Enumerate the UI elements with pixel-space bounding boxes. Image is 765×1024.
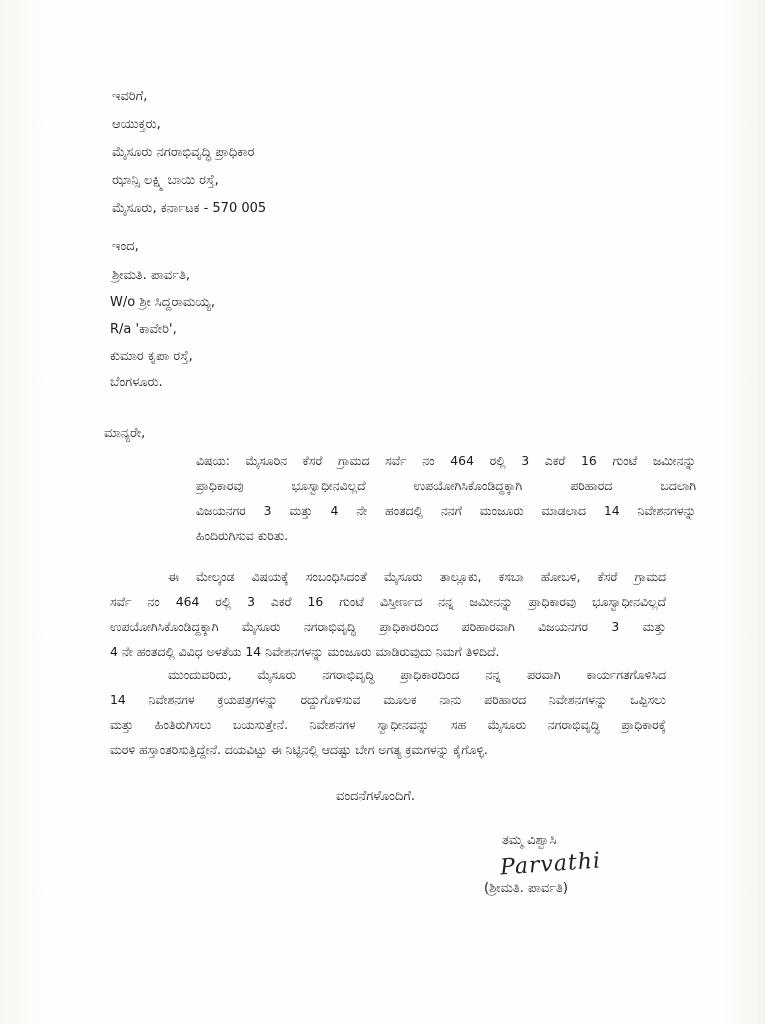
sender-residence: R/a 'ಕಾವೇರಿ', <box>110 322 177 337</box>
body-line: ಮುಂದುವರಿದು, ಮೈಸೂರು ನಗರಾಭಿವೃದ್ಧಿ ಪ್ರಾಧಿಕಾರದಿಂದ ನನ್ನ ಪರವಾಗಿ ಕಾರ್ಯಗತಗೊಳಿಸಿದ <box>168 667 666 682</box>
subject-line: ವಿಷಯ: ಮೈಸೂರಿನ ಕೆಸರೆ ಗ್ರಾಮದ ಸರ್ವೆ ನಂ 464 ರಲ್ಲಿ 3 ಎಕರೆ 16 ಗುಂಟೆ ಜಮೀನನ್ನು <box>196 453 696 468</box>
closing: ವಂದನೆಗಳೊಂದಿಗೆ. <box>336 789 415 804</box>
recipient-designation: ಆಯುಕ್ತರು, <box>112 117 161 132</box>
body-line: 14 ನಿವೇಶನಗಳ ಕ್ರಯಪತ್ರಗಳನ್ನು ರದ್ದುಗೊಳಿಸುವ ಮೂಲಕ ನಾನು ಪರಿಹಾರದ ನಿವೇಶನಗಳನ್ನು ಒಪ್ಪಿಸಲು <box>110 692 666 707</box>
body-line: ಉಪಯೋಗಿಸಿಕೊಂಡಿದ್ದಕ್ಕಾಗಿ ಮೈಸೂರು ನಗರಾಭಿವೃದ್ಧಿ ಪ್ರಾಧಿಕಾರದಿಂದ ಪರಿಹಾರವಾಗಿ ವಿಜಯನಗರ 3 ಮತ್ತು <box>110 619 666 634</box>
body-line: ಮರಳಿ ಹಸ್ತಾಂತರಿಸುತ್ತಿದ್ದೇನೆ. ದಯವಿಟ್ಟು ಈ ನಿಟ್ಟಿನಲ್ಲಿ ಆದಷ್ಟು ಬೇಗ ಅಗತ್ಯ ಕ್ರಮಗಳನ್ನು ಕೈಗೊಳ್ಳಿ. <box>110 742 488 757</box>
sender-relation: W/o ಶ್ರೀ ಸಿದ್ದರಾಮಯ್ಯ, <box>110 295 216 310</box>
sender-road: ಕುಮಾರ ಕೃಪಾ ರಸ್ತೆ, <box>110 349 193 364</box>
recipient-street: ಝಾನ್ಸಿ ಲಕ್ಷ್ಮಿ ಬಾಯಿ ರಸ್ತೆ, <box>112 173 219 188</box>
body-paragraph-1 <box>110 564 666 664</box>
handwritten-signature: Parvathi <box>499 848 602 881</box>
body-line: ಸರ್ವೆ ನಂ 464 ರಲ್ಲಿ 3 ಎಕರೆ 16 ಗುಂಟೆ ವಿಸ್ತೀರ್ಣದ ನನ್ನ ಜಮೀನನ್ನು ಪ್ರಾಧಿಕಾರವು ಭೂಸ್ವಾಧೀನವಿಲ್ಲದೆ <box>110 594 666 609</box>
body-paragraph-2 <box>110 662 666 762</box>
sender-name: ಶ್ರೀಮತಿ. ಪಾರ್ವತಿ, <box>112 268 190 283</box>
body-line: ಮತ್ತು ಹಿಂತಿರುಗಿಸಲು ಬಯಸುತ್ತೇನೆ. ನಿವೇಶನಗಳ ಸ್ವಾಧೀನವನ್ನು ಸಹ ಮೈಸೂರು ನಗರಾಭಿವೃದ್ಧಿ ಪ್ರಾಧಿಕಾರಕ್ಕೆ <box>110 717 666 732</box>
sender-city: ಬೆಂಗಳೂರು. <box>110 375 163 390</box>
sender-from: ಇಂದ, <box>112 239 139 254</box>
recipient-office: ಮೈಸೂರು ನಗರಾಭಿವೃದ್ಧಿ ಪ್ರಾಧಿಕಾರ <box>112 145 255 160</box>
salutation: ಮಾನ್ಯರೇ, <box>104 426 146 441</box>
subject-line: ಪ್ರಾಧಿಕಾರವು ಭೂಸ್ವಾಧೀನವಿಲ್ಲದೆ ಉಪಯೋಗಿಸಿಕೊಂಡಿದ್ದಕ್ಕಾಗಿ ಪರಿಹಾರದ ಬದಲಾಗಿ <box>196 478 696 493</box>
body-line: 4 ನೇ ಹಂತದಲ್ಲಿ ವಿವಿಧ ಅಳತೆಯ 14 ನಿವೇಶನಗಳನ್ನು ಮಂಜೂರು ಮಾಡಿರುವುದು ನಿಮಗೆ ತಿಳಿದಿದೆ. <box>110 644 500 659</box>
body-line: ಈ ಮೇಲ್ಕಂಡ ವಿಷಯಕ್ಕೆ ಸಂಬಂಧಿಸಿದಂತೆ ಮೈಸೂರು ತಾಲ್ಲೂಕು, ಕಸಬಾ ಹೋಬಳಿ, ಕೆಸರೆ ಗ್ರಾಮದ <box>168 569 666 584</box>
subject-line: ಹಿಂದಿರುಗಿಸುವ ಕುರಿತು. <box>196 528 289 543</box>
recipient-city: ಮೈಸೂರು, ಕರ್ನಾಟಕ - 570 005 <box>112 201 267 216</box>
yours-faithfully: ತಮ್ಮ ವಿಶ್ವಾಸಿ <box>502 833 557 848</box>
subject-block <box>196 448 696 548</box>
recipient-to: ಇವರಿಗೆ, <box>112 89 148 104</box>
subject-line: ವಿಜಯನಗರ 3 ಮತ್ತು 4 ನೇ ಹಂತದಲ್ಲಿ ನನಗೆ ಮಂಜೂರು ಮಾಡಲಾದ 14 ನಿವೇಶನಗಳನ್ನು <box>196 503 696 518</box>
signatory-name: (ಶ್ರೀಮತಿ. ಪಾರ್ವತಿ) <box>484 881 568 896</box>
